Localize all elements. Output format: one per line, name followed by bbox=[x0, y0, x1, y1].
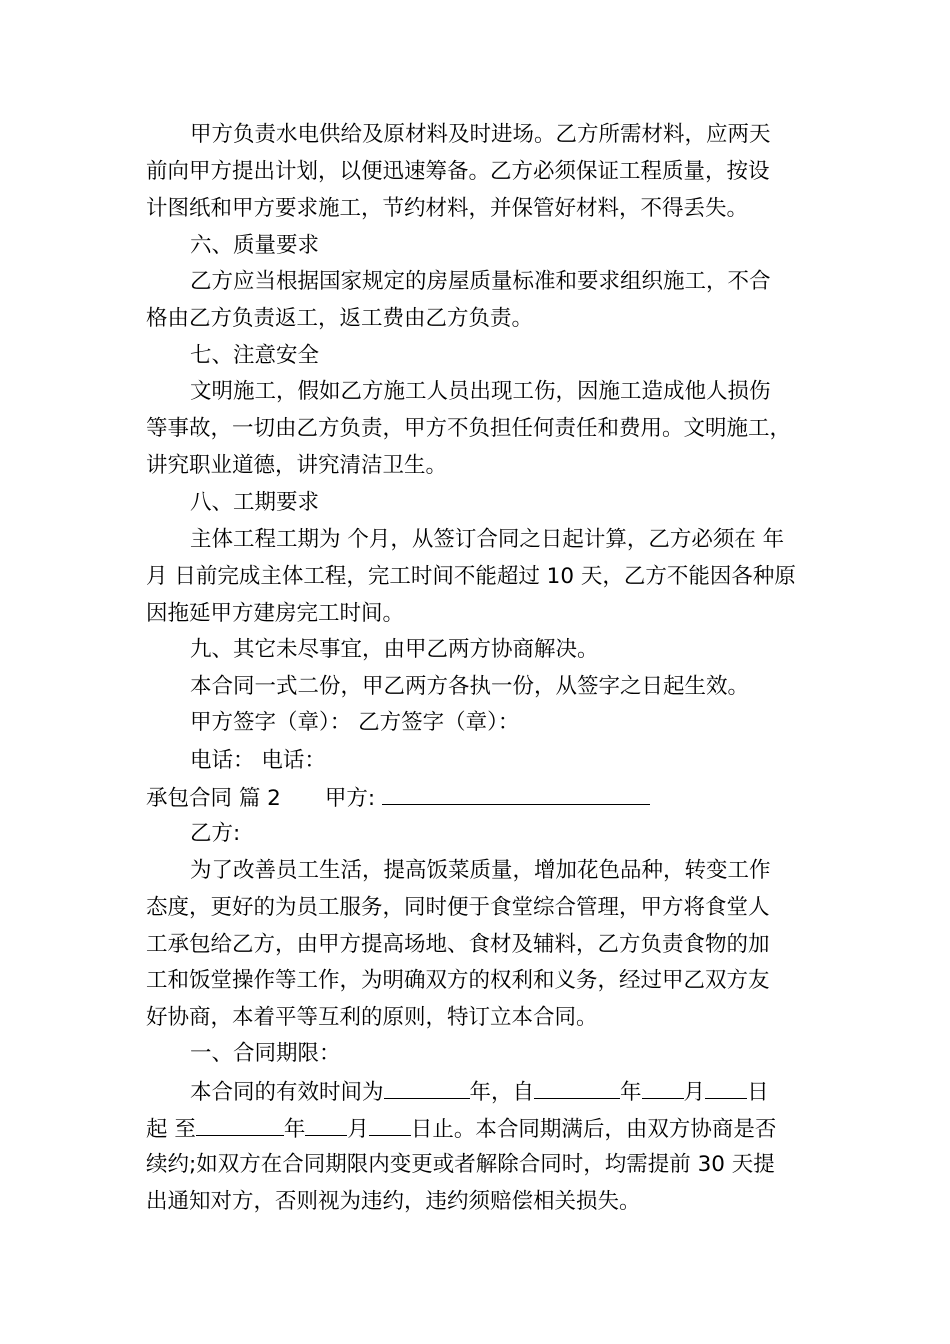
text-line: 态度，更好的为员工服务，同时便于食堂综合管理，甲方将食堂人 bbox=[146, 895, 770, 920]
month-blank bbox=[305, 1117, 347, 1136]
section-heading: 九、其它未尽事宜，由甲乙两方协商解决。 bbox=[190, 637, 599, 662]
year-blank bbox=[196, 1117, 284, 1136]
month-blank bbox=[642, 1080, 684, 1099]
text-span: 起 至 bbox=[146, 1117, 196, 1142]
text-line: 月 日前完成主体工程，完工时间不能超过 10 天，乙方不能因各种原 bbox=[146, 564, 796, 589]
text-line: 主体工程工期为 个月，从签订合同之日起计算，乙方必须在 年 bbox=[190, 527, 785, 552]
text-line: 工承包给乙方，由甲方提高场地、食材及辅料，乙方负责食物的加 bbox=[146, 932, 770, 957]
text-span: 本合同的有效时间为 bbox=[190, 1080, 384, 1105]
text-line: 出通知对方，否则视为违约，违约须赔偿相关损失。 bbox=[146, 1189, 641, 1214]
text-line: 计图纸和甲方要求施工，节约材料，并保管好材料，不得丢失。 bbox=[146, 196, 749, 221]
section-heading: 八、工期要求 bbox=[190, 490, 320, 515]
section-heading: 一、合同期限： bbox=[190, 1041, 341, 1066]
term-line-2 bbox=[146, 1117, 776, 1141]
text-span: 月 bbox=[683, 1080, 706, 1105]
text-line: 甲方负责水电供给及原材料及时进场。乙方所需材料，应两天 bbox=[190, 122, 771, 147]
year-blank bbox=[384, 1080, 470, 1099]
text-line: 本合同一式二份，甲乙两方各执一份，从签字之日起生效。 bbox=[190, 674, 750, 699]
text-span: 日止。本合同期满后，由双方协商是否 bbox=[410, 1117, 777, 1142]
text-line: 为了改善员工生活，提高饭菜质量，增加花色品种，转变工作 bbox=[190, 858, 771, 883]
term-line-1 bbox=[190, 1080, 769, 1104]
contract2-header bbox=[146, 786, 650, 810]
year-blank bbox=[534, 1080, 620, 1099]
day-blank bbox=[705, 1080, 747, 1099]
text-span: 年 bbox=[283, 1117, 306, 1142]
party-a-blank bbox=[382, 786, 650, 805]
text-line: 前向甲方提出计划，以便迅速筹备。乙方必须保证工程质量，按设 bbox=[146, 159, 770, 184]
party-b-label: 乙方: bbox=[190, 821, 241, 846]
text-line: 等事故，一切由乙方负责，甲方不负担任何责任和费用。文明施工， bbox=[146, 416, 792, 441]
party-a-label: 甲方: bbox=[324, 786, 376, 811]
text-span: 月 bbox=[347, 1117, 369, 1142]
text-span: 日 bbox=[747, 1080, 769, 1105]
text-line: 工和饭堂操作等工作，为明确双方的权利和义务，经过甲乙双方友 bbox=[146, 968, 770, 993]
text-span: 年，自 bbox=[469, 1080, 535, 1105]
text-line: 续约;如双方在合同期限内变更或者解除合同时，均需提前 30 天提 bbox=[146, 1152, 775, 1177]
text-line: 因拖延甲方建房完工时间。 bbox=[146, 601, 405, 626]
text-span: 年 bbox=[620, 1080, 642, 1105]
phone-line: 电话： 电话： bbox=[190, 748, 326, 773]
text-line: 乙方应当根据国家规定的房屋质量标准和要求组织施工，不合 bbox=[190, 269, 771, 294]
text-line: 格由乙方负责返工，返工费由乙方负责。 bbox=[146, 306, 534, 331]
signature-line: 甲方签字（章）： 乙方签字（章）： bbox=[190, 710, 520, 735]
section-heading: 七、注意安全 bbox=[190, 343, 320, 368]
text-line: 讲究职业道德，讲究清洁卫生。 bbox=[146, 453, 448, 478]
section-heading: 六、质量要求 bbox=[190, 233, 320, 258]
text-line: 好协商，本着平等互利的原则，特订立本合同。 bbox=[146, 1005, 598, 1030]
day-blank bbox=[369, 1117, 411, 1136]
contract2-title: 承包合同 篇 2 bbox=[146, 786, 281, 811]
text-line: 文明施工，假如乙方施工人员出现工伤，因施工造成他人损伤 bbox=[190, 379, 771, 404]
